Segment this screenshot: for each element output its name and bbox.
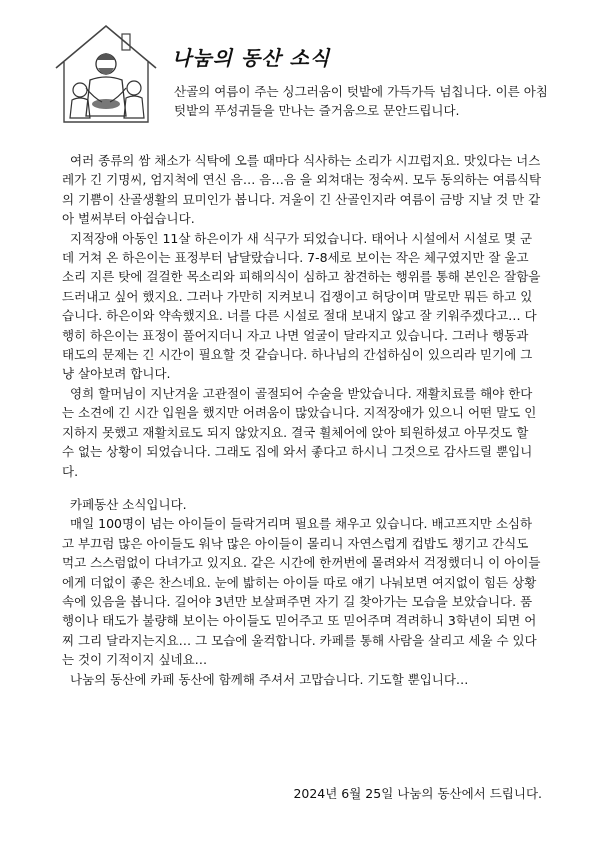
house-family-illustration (50, 18, 162, 130)
paragraph-younghee: 영희 할머님이 지난겨울 고관절이 골절되어 수술을 받았습니다. 재활치료를 해야 한다는 소견에 긴 시간 입원을 했지만 어려움이 많았습니다. 지적장애가 있으니 어떤 말도 인지하지 못했고 재활치료도 되지 않았지요. 결국 휠체어에 앉아 퇴원하셨고 아무것도 할 수 없는 상황이 되었습니다. 그래도 집에 와서 좋다고 하시니 그것으로 감사드릴 뿐입니다. (62, 385, 537, 479)
paragraph-haeun: 지적장애 아동인 11살 하은이가 새 식구가 되었습니다. 태어나 시설에서 시설로 몇 군데 거쳐 온 하은이는 표정부터 남달랐습니다. 7-8세로 보이는 작은 체구였지만 잘 울고 소리 지른 탓에 걸걸한 목소리와 피해의식이 심하고 참견하는 행위를 통해 본인은 잘함을 드러내고 싶어 했지요. 그러나 가만히 지켜보니 겁쟁이고 허당이며 말로만 뭐든 하고 있습니다. 하은이와 약속했지요. 너를 다른 시설로 절대 보내지 않고 잘 키워주겠다고… 다행히 하은이는 표정이 풀어지더니 자고 나면 얼굴이 달라지고 있습니다. 그러나 행동과 태도의 문제는 긴 시간이 필요할 것 같습니다. 하나님의 간섭하심이 있으리라 믿기에 그냥 살아보려 합니다. (62, 230, 541, 382)
paragraph-thanks: 나눔의 동산에 카페 동산에 함께해 주셔서 고맙습니다. 기도할 뿐입니다… (70, 671, 469, 687)
page-title: 나눔의 동산 소식 (172, 46, 331, 70)
cafe-heading: 카페동산 소식입니다. (70, 496, 187, 512)
greeting-text: 산골의 여름이 주는 싱그러움이 텃밭에 가득가득 넘칩니다. 이른 아침 텃밭의 푸성귀들을 만나는 즐거움으로 문안드립니다. (174, 84, 548, 118)
signature-line: 2024년 6월 25일 나눔의 동산에서 드립니다. (293, 786, 542, 801)
paragraph-cafe-children: 매일 100명이 넘는 아이들이 들락거리며 필요를 채우고 있습니다. 배고프지만 소심하고 부끄럼 많은 아이들도 워낙 많은 아이들이 몰리니 자연스럽게 컵밥도 챙기고 간식도 먹고 스스럼없이 다녀가고 있지요. 같은 시간에 한꺼번에 몰려와서 걱정했더니 이 아이들에게 더없이 좋은 찬스네요. 눈에 밟히는 아이들 따로 얘기 나눠보면 여지없이 힘든 상황 속에 있음을 봅니다. 길어야 3년만 보살펴주면 자기 길 찾아가는 모습을 보았습니다. 품행이나 태도가 불량해 보이는 아이들도 믿어주고 또 믿어주며 격려하니 3학년이 되면 어찌 그리 달라지는지요… 그 모습에 울컥합니다. 카페를 통해 사람을 살리고 세울 수 있다는 것이 기적이지 싶네요… (62, 516, 541, 668)
paragraph-summer-table: 여러 종류의 쌈 채소가 식탁에 오를 때마다 식사하는 소리가 시끄럽지요. 맛있다는 너스레가 긴 기명씨, 엄지척에 연신 음… 음…음 을 외쳐대는 정숙씨. 모두 동의하는 여름식탁의 기쁨이 산골생활의 묘미인가 봅니다. 겨울이 긴 산골인지라 여름이 금방 지날 것 만 같아 벌써부터 아쉽습니다. (62, 153, 542, 227)
newsletter-body (62, 151, 542, 689)
